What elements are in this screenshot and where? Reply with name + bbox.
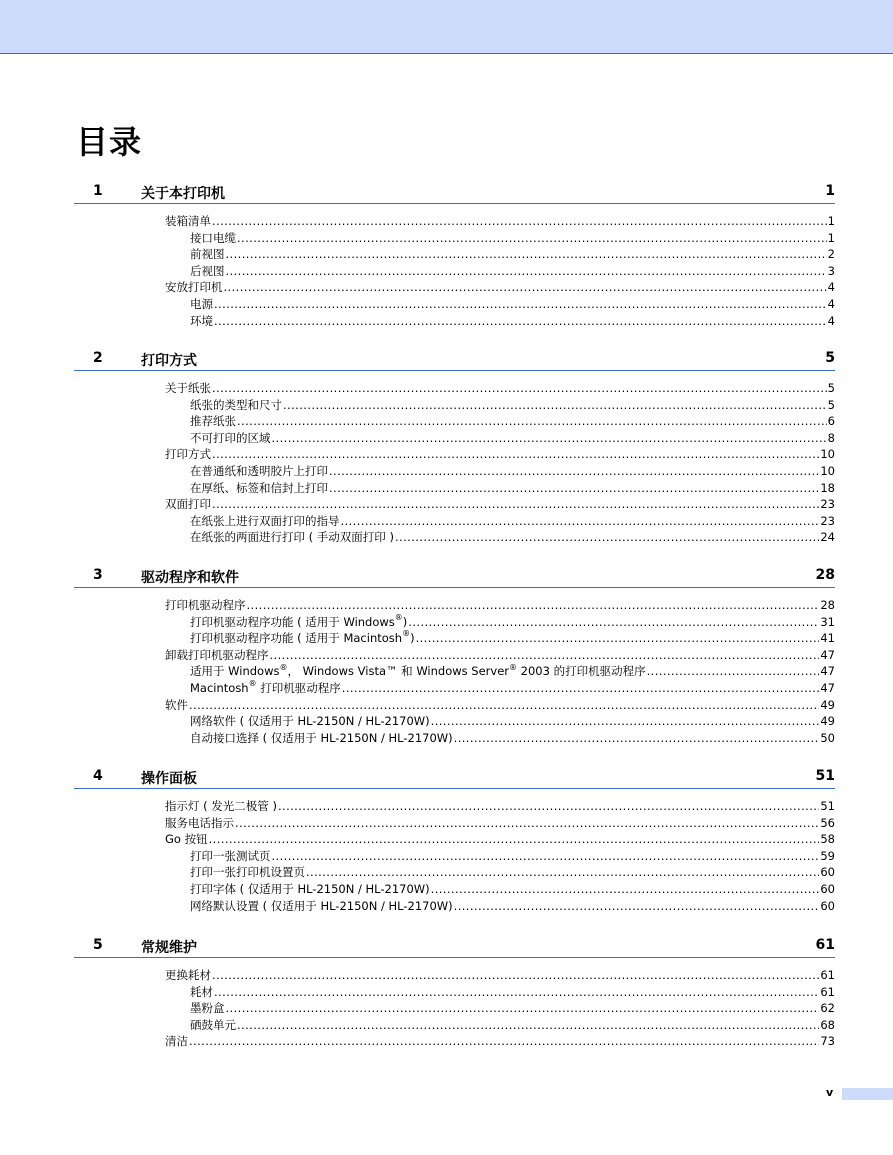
toc-entry[interactable] <box>190 663 835 679</box>
toc-entry-label[interactable] <box>190 614 407 630</box>
chapter-page: 28 <box>815 567 835 583</box>
toc-entry[interactable] <box>165 279 835 295</box>
chapter-page: 51 <box>815 768 835 784</box>
toc-entry[interactable] <box>190 614 835 630</box>
dot-leader <box>431 881 820 897</box>
dot-leader <box>342 680 820 696</box>
dot-leader <box>226 1000 820 1016</box>
toc-entry-page: 73 <box>820 1034 835 1049</box>
toc-entry-page: 24 <box>820 530 835 545</box>
dot-leader <box>270 647 820 663</box>
toc-entry-page: 61 <box>820 968 835 982</box>
page-number: v <box>826 1086 834 1099</box>
chapter-page: 5 <box>825 350 835 366</box>
toc-entry[interactable] <box>190 881 835 897</box>
toc-entry[interactable] <box>165 496 835 512</box>
chapter-heading[interactable] <box>74 936 835 958</box>
chapter-title[interactable]: 关于本打印机 <box>141 186 225 202</box>
label-part: 适用于 Windows <box>190 664 280 679</box>
dot-leader <box>212 496 819 512</box>
toc-entry-page: 49 <box>820 714 835 729</box>
toc-entry-label[interactable]: 打印一张打印机设置页 <box>190 865 305 880</box>
dot-leader <box>454 898 820 914</box>
toc-entry-page: 50 <box>820 730 835 745</box>
toc-entry-label[interactable]: 耗材 <box>190 984 213 999</box>
toc-entry[interactable] <box>165 697 835 713</box>
toc-entry-label[interactable]: 在纸张的两面进行打印 ( 手动双面打印 ) <box>190 530 394 545</box>
dot-leader <box>212 380 827 396</box>
toc-entry[interactable] <box>190 864 835 880</box>
toc-entry-label[interactable]: 指示灯 ( 发光二极管 ) <box>165 799 277 813</box>
chapter-heading[interactable] <box>74 182 835 204</box>
dot-leader <box>247 597 820 613</box>
toc-entry-label[interactable]: 打印方式 <box>165 447 211 462</box>
chapter-title[interactable]: 驱动程序和软件 <box>141 570 239 586</box>
toc-entry-page: 59 <box>820 848 835 863</box>
chapter-number: 3 <box>93 567 103 583</box>
toc-entry-page: 47 <box>820 681 835 695</box>
toc-entry[interactable] <box>165 647 835 663</box>
dot-leader <box>272 430 827 446</box>
dot-leader <box>395 529 819 545</box>
toc-entry-page: 10 <box>820 447 835 462</box>
toc-entry[interactable] <box>165 831 835 847</box>
toc-entry-label[interactable]: 自动接口选择 ( 仅适用于 HL-2150N / HL-2170W) <box>190 730 453 745</box>
toc-entry-label[interactable]: 纸张的类型和尺寸 <box>190 397 282 412</box>
toc-entry-label[interactable]: 清洁 <box>165 1034 188 1049</box>
toc-entry-label[interactable]: 墨粉盒 <box>190 1001 225 1016</box>
toc-entry[interactable] <box>190 263 835 279</box>
toc-entry-page: 23 <box>820 497 835 512</box>
toc-entry-label[interactable]: 电源 <box>190 297 213 311</box>
toc-entry-page: 31 <box>820 614 835 629</box>
toc-entry[interactable] <box>190 730 835 746</box>
toc-entry-label[interactable]: 在普通纸和透明胶片上打印 <box>190 464 328 478</box>
registered-mark: ® <box>402 629 411 639</box>
dot-leader <box>212 967 819 983</box>
toc-entry-label[interactable]: 不可打印的区域 <box>190 430 271 445</box>
toc-entry-page: 61 <box>820 984 835 999</box>
toc-entry-page: 23 <box>820 513 835 528</box>
toc-entry-page: 41 <box>820 631 835 646</box>
label-part: ) <box>402 614 408 629</box>
toc-entry[interactable] <box>190 296 835 312</box>
registered-mark: ® <box>509 662 518 672</box>
dot-leader <box>647 663 820 679</box>
registered-mark: ® <box>394 612 403 622</box>
toc-entry[interactable] <box>190 480 835 496</box>
toc-entry-label[interactable]: 服务电话指示 <box>165 815 234 830</box>
label-part: Macintosh <box>190 681 249 695</box>
toc-entry-label[interactable]: 打印字体 ( 仅适用于 HL-2150N / HL-2170W) <box>190 882 430 896</box>
registered-mark: ® <box>248 679 257 689</box>
toc-entry[interactable] <box>190 397 835 413</box>
toc-entry-page: 28 <box>820 598 835 612</box>
dot-leader <box>237 413 827 429</box>
toc-entry[interactable] <box>190 680 835 696</box>
dot-leader <box>306 864 819 880</box>
toc-entry[interactable] <box>190 898 835 914</box>
toc-entry-page: 56 <box>820 815 835 830</box>
dot-leader <box>212 213 827 229</box>
toc-entry-page: 4 <box>827 313 835 328</box>
label-part: ， Windows Vista™ 和 Windows Server <box>287 664 510 679</box>
chapter-page: 61 <box>815 937 835 953</box>
toc-entry-label[interactable]: 网络软件 ( 仅适用于 HL-2150N / HL-2170W) <box>190 714 430 729</box>
toc-entry[interactable] <box>165 798 835 814</box>
toc-entry[interactable] <box>165 597 835 613</box>
toc-entry-label[interactable]: 更换耗材 <box>165 968 211 982</box>
toc-entry[interactable] <box>190 630 835 646</box>
toc-entry[interactable] <box>165 815 835 831</box>
chapter-number: 1 <box>93 183 103 199</box>
toc-entry[interactable] <box>165 380 835 396</box>
toc-entry-label[interactable] <box>190 630 415 646</box>
dot-leader <box>235 815 819 831</box>
chapter-number: 5 <box>93 937 103 953</box>
toc-entry-page: 60 <box>820 865 835 880</box>
toc-entry-label[interactable]: 推荐纸张 <box>190 414 236 429</box>
toc-entry-label[interactable]: 双面打印 <box>165 497 211 512</box>
toc-entry-label[interactable]: 后视图 <box>190 263 225 278</box>
toc-entry-label[interactable]: 安放打印机 <box>165 280 223 295</box>
label-part: 2003 的打印机驱动程序 <box>517 664 646 679</box>
footer-tab <box>842 1088 893 1100</box>
toc-entry-page: 1 <box>827 230 835 245</box>
chapter-page: 1 <box>825 183 835 199</box>
registered-mark: ® <box>279 662 288 672</box>
toc-entry[interactable] <box>190 513 835 529</box>
dot-leader <box>283 397 827 413</box>
dot-leader <box>214 296 827 312</box>
toc-entry[interactable] <box>165 967 835 983</box>
dot-leader <box>226 246 827 262</box>
toc-entry-page: 60 <box>820 882 835 896</box>
chapter-number: 2 <box>93 350 103 366</box>
dot-leader <box>214 984 819 1000</box>
toc-entry-page: 18 <box>820 480 835 495</box>
toc-entry-page: 3 <box>827 263 835 278</box>
toc-entry-page: 4 <box>827 280 835 295</box>
toc-entry-page: 47 <box>820 664 835 679</box>
toc-entry-page: 5 <box>827 381 835 395</box>
dot-leader <box>454 730 820 746</box>
dot-leader <box>209 831 820 847</box>
toc-entry-page: 49 <box>820 697 835 712</box>
toc-entry-page: 10 <box>820 464 835 478</box>
chapter-title[interactable]: 操作面板 <box>141 771 197 787</box>
toc-entry-page: 58 <box>820 832 835 847</box>
toc-entry-label[interactable]: 网络默认设置 ( 仅适用于 HL-2150N / HL-2170W) <box>190 898 453 913</box>
dot-leader <box>416 630 820 646</box>
toc-entry[interactable] <box>190 313 835 329</box>
toc-entry-page: 2 <box>827 247 835 262</box>
dot-leader <box>189 1033 819 1049</box>
toc-entry[interactable] <box>190 430 835 446</box>
toc-entry-page: 47 <box>820 647 835 662</box>
toc-entry-page: 68 <box>820 1017 835 1032</box>
toc-entry[interactable] <box>190 713 835 729</box>
dot-leader <box>237 1017 819 1033</box>
dot-leader <box>272 848 820 864</box>
toc-entry-page: 60 <box>820 898 835 913</box>
dot-leader <box>408 614 819 630</box>
dot-leader <box>329 463 819 479</box>
dot-leader <box>226 263 827 279</box>
dot-leader <box>214 313 827 329</box>
dot-leader <box>431 713 820 729</box>
toc-entry-label[interactable]: 前视图 <box>190 247 225 262</box>
toc-entry[interactable] <box>190 463 835 479</box>
toc-entry[interactable] <box>165 1033 835 1049</box>
chapter-title[interactable]: 常规维护 <box>141 940 197 956</box>
toc-entry[interactable] <box>190 1000 835 1016</box>
toc-entry-label[interactable]: 硒鼓单元 <box>190 1017 236 1032</box>
dot-leader <box>329 480 819 496</box>
toc-entry[interactable] <box>190 984 835 1000</box>
dot-leader <box>341 513 820 529</box>
dot-leader <box>278 798 819 814</box>
toc-entry-page: 4 <box>827 297 835 311</box>
toc-entry[interactable] <box>190 230 835 246</box>
page-title: 目录 <box>76 123 143 161</box>
toc-entry-label[interactable]: 接口电缆 <box>190 230 236 245</box>
chapter-heading[interactable] <box>74 566 835 588</box>
toc-entry[interactable] <box>190 848 835 864</box>
toc-entry-page: 8 <box>827 430 835 445</box>
label-part: 打印机驱动程序功能 ( 适用于 Macintosh <box>190 631 403 646</box>
toc-entry-page: 5 <box>827 397 835 412</box>
toc-entry-label[interactable]: 环境 <box>190 313 213 328</box>
dot-leader <box>224 279 827 295</box>
toc-entry-label[interactable]: 打印机驱动程序 <box>165 598 246 612</box>
toc-entry-label[interactable]: 在纸张上进行双面打印的指导 <box>190 513 340 528</box>
toc-entry[interactable] <box>165 446 835 462</box>
toc-entry-label[interactable]: 软件 <box>165 697 188 712</box>
toc-entry-page: 62 <box>820 1001 835 1016</box>
chapter-heading[interactable] <box>74 349 835 371</box>
label-part: 打印机驱动程序 <box>256 681 341 695</box>
dot-leader <box>212 446 819 462</box>
toc-entry-label[interactable] <box>190 663 646 679</box>
toc-entry[interactable] <box>190 1017 835 1033</box>
chapter-number: 4 <box>93 768 103 784</box>
toc-entry[interactable] <box>190 246 835 262</box>
toc-entry-label[interactable]: 打印一张测试页 <box>190 848 271 863</box>
label-part: 打印机驱动程序功能 ( 适用于 Windows <box>190 614 395 629</box>
chapter-title[interactable]: 打印方式 <box>141 353 197 369</box>
chapter-heading[interactable] <box>74 767 835 789</box>
toc-entry[interactable] <box>165 213 835 229</box>
toc-entry-label[interactable] <box>190 680 341 696</box>
label-part: ) <box>410 631 415 646</box>
toc-entry[interactable] <box>190 529 835 545</box>
toc-entry-label[interactable]: 关于纸张 <box>165 381 211 395</box>
dot-leader <box>189 697 819 713</box>
toc-entry[interactable] <box>190 413 835 429</box>
toc-entry-label[interactable]: 卸载打印机驱动程序 <box>165 647 269 662</box>
toc-entry-label[interactable]: 装箱清单 <box>165 214 211 228</box>
dot-leader <box>237 230 827 246</box>
toc-entry-page: 51 <box>820 799 835 813</box>
toc-entry-page: 1 <box>827 214 835 228</box>
toc-entry-label[interactable]: 在厚纸、标签和信封上打印 <box>190 480 328 495</box>
toc-entry-page: 6 <box>827 414 835 429</box>
toc-entry-label[interactable]: Go 按钮 <box>165 832 208 847</box>
